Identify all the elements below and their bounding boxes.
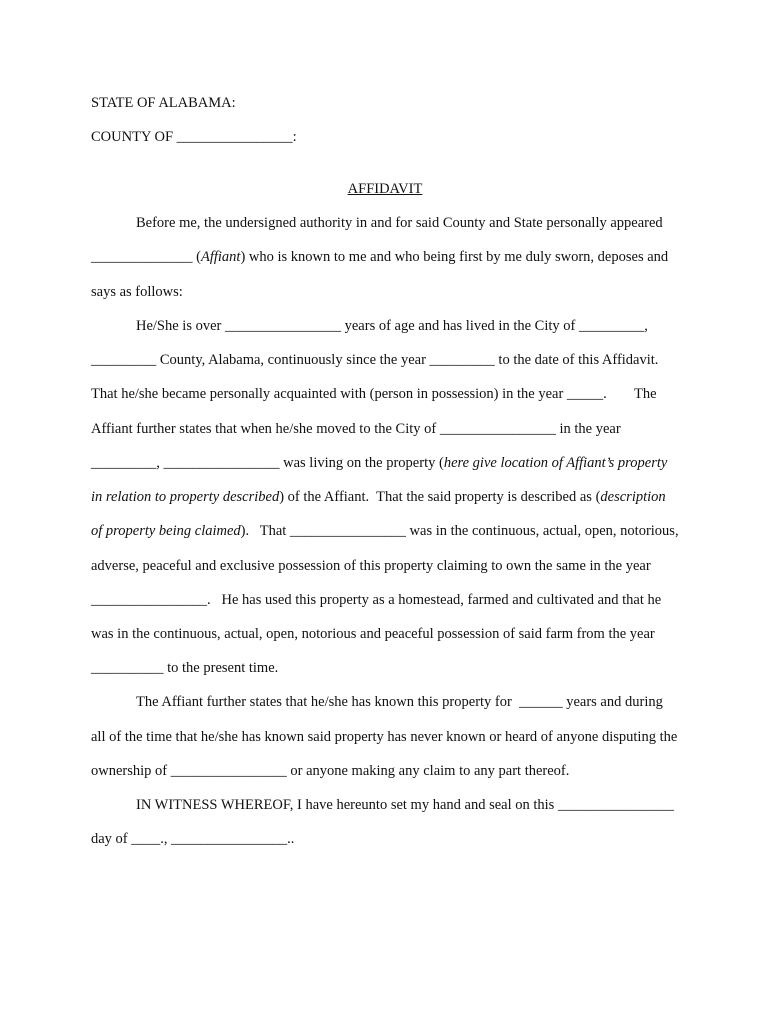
paragraph-2-line-4: Affiant further states that when he/she moved to the City of ________________ in the year: [91, 421, 621, 437]
paragraph-2-line-3-end: The: [634, 386, 657, 402]
affiant-italic: Affiant: [200, 249, 241, 265]
paragraph-4-line-1: IN WITNESS WHEREOF, I have hereunto set my hand and seal on this ________________: [136, 797, 674, 813]
paragraph-2-line-9: ________________. He has used this property as a homestead, farmed and cultivated and that he: [91, 592, 662, 608]
paragraph-2-line-5: _________, ________________ was living on the property (here give location of Affiant’s property: [91, 455, 668, 471]
document-title: AFFIDAVIT: [347, 181, 423, 197]
paragraph-1-line-1: Before me, the undersigned authority in and for said County and State personally appeared: [136, 215, 663, 231]
paragraph-1-line-2: ______________ (Affiant) who is known to me and who being first by me duly sworn, deposes and: [91, 249, 669, 265]
paragraph-3-line-2: all of the time that he/she has known said property has never known or heard of anyone disputing the: [91, 729, 678, 745]
paragraph-4-line-2: day of ____., ________________..: [91, 831, 295, 847]
paragraph-2-line-8: adverse, peaceful and exclusive possession of this property claiming to own the same in the year: [91, 558, 651, 574]
paragraph-2-line-6: in relation to property described) of the Affiant. That the said property is described as (description: [91, 489, 666, 505]
state-heading: STATE OF ALABAMA:: [91, 95, 236, 111]
paragraph-2-line-3: That he/she became personally acquainted with (person in possession) in the year _____.: [91, 386, 607, 402]
paragraph-2-line-10: was in the continuous, actual, open, notorious and peaceful possession of said farm from the year: [91, 626, 655, 642]
paragraph-3-line-1: The Affiant further states that he/she has known this property for ______ years and during: [136, 694, 663, 710]
paragraph-2-line-11: __________ to the present time.: [91, 660, 279, 676]
paragraph-2-line-7: of property being claimed). That ________________ was in the continuous, actual, open, notorious,: [91, 523, 679, 539]
paragraph-2-line-1: He/She is over ________________ years of age and has lived in the City of _________,: [136, 318, 648, 334]
paragraph-2-line-2: _________ County, Alabama, continuously since the year _________ to the date of this Affidavit.: [91, 352, 659, 368]
paragraph-1-line-3: says as follows:: [91, 284, 183, 300]
county-heading: COUNTY OF ________________:: [91, 129, 297, 145]
paragraph-3-line-3: ownership of ________________ or anyone making any claim to any part thereof.: [91, 763, 570, 779]
